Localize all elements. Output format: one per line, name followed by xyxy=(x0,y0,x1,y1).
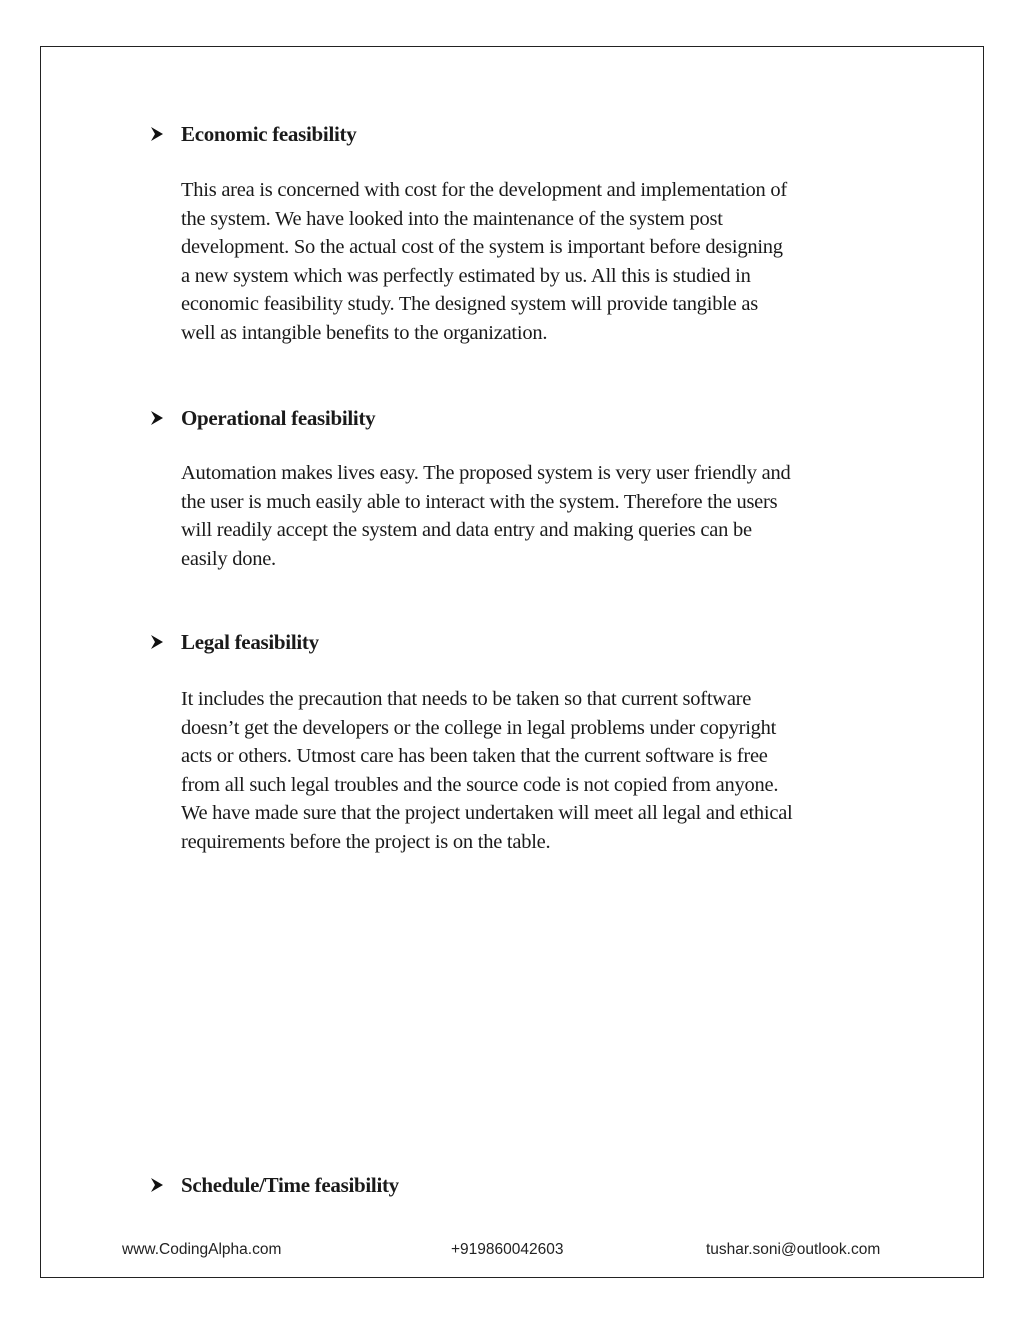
arrow-bullet-icon xyxy=(149,1177,165,1193)
paragraph-line: economic feasibility study. The designed system will provide tangible as xyxy=(181,293,758,316)
section-heading-text: Operational feasibility xyxy=(181,405,376,430)
section-paragraph xyxy=(181,685,911,857)
section-heading xyxy=(149,403,375,433)
arrow-bullet-icon xyxy=(149,126,165,142)
paragraph-line: easily done. xyxy=(181,547,276,570)
section-heading xyxy=(149,119,356,149)
paragraph-line: the system. We have looked into the maintenance of the system post xyxy=(181,207,723,230)
paragraph-line: from all such legal troubles and the source code is not copied from anyone. xyxy=(181,773,779,796)
section-heading-text: Schedule/Time feasibility xyxy=(181,1172,399,1197)
section-paragraph xyxy=(181,459,911,573)
section-heading xyxy=(149,1170,399,1200)
section-heading-text: Economic feasibility xyxy=(181,121,357,146)
arrow-bullet-icon xyxy=(149,634,165,650)
paragraph-line: acts or others. Utmost care has been taken that the current software is free xyxy=(181,745,768,768)
paragraph-line: This area is concerned with cost for the development and implementation of xyxy=(181,179,787,201)
footer-website: www.CodingAlpha.com xyxy=(122,1241,282,1258)
paragraph-line: a new system which was perfectly estimated by us. All this is studied in xyxy=(181,264,751,287)
paragraph-line: It includes the precaution that needs to be taken so that current software xyxy=(181,688,752,710)
page-footer xyxy=(41,1241,985,1265)
footer-email: tushar.soni@outlook.com xyxy=(706,1241,881,1258)
arrow-bullet-icon xyxy=(149,410,165,426)
section-paragraph xyxy=(181,176,911,348)
paragraph-line: the user is much easily able to interact with the system. Therefore the users xyxy=(181,490,778,513)
paragraph-line: We have made sure that the project undertaken will meet all legal and ethical xyxy=(181,802,793,825)
paragraph-line: development. So the actual cost of the system is important before designing xyxy=(181,236,783,259)
section-heading xyxy=(149,627,319,657)
paragraph-line: requirements before the project is on the table. xyxy=(181,830,551,853)
paragraph-line: will readily accept the system and data entry and making queries can be xyxy=(181,519,752,542)
page-frame xyxy=(40,46,984,1278)
footer-phone: +919860042603 xyxy=(451,1241,564,1258)
paragraph-line: well as intangible benefits to the organization. xyxy=(181,321,548,344)
section-heading-text: Legal feasibility xyxy=(181,629,319,654)
paragraph-line: doesn’t get the developers or the college in legal problems under copyright xyxy=(181,716,777,739)
paragraph-line: Automation makes lives easy. The proposed system is very user friendly and xyxy=(181,462,791,484)
